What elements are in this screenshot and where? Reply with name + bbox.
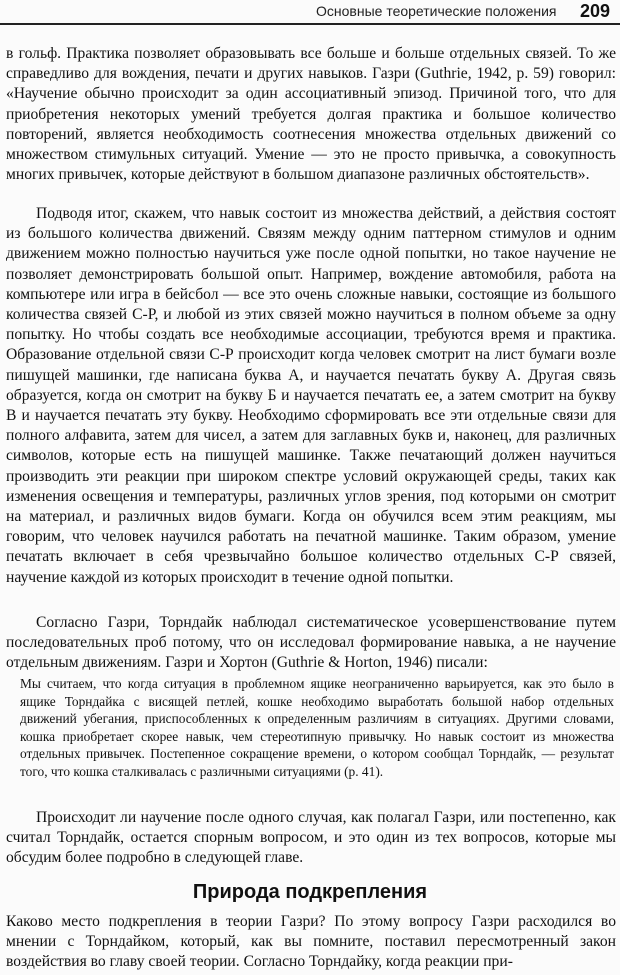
section-heading: Природа подкрепления	[192, 881, 428, 903]
paragraph-open-question: Происходит ли научение после одного случая, как полагал Газри, или постепенно, как считал Торндайк, остается спорным вопросом, и это один из тех вопросов, которые мы обсудим более подробно в следующей главе.	[6, 809, 616, 867]
running-header	[0, 0, 620, 28]
paragraph-skill-summary: Подводя итог, скажем, что навык состоит из множества действий, а действия состоят из большого количества движений. Связям между одним паттерном стимулов и одним движением можно полностью научиться уже после одной попытки, но такое научение не позволяет демонстрировать большой опыт. Например, вождение автомобиля, работа на компьютере или игра в бейсбол — все это очень сложные навыки, состоящие из большого количества связей С-Р, и любой из этих связей можно научиться в полном объеме за одну попытку. Но чтобы создать все необходимые ассоциации, требуются время и практика. Образование отдельной связи С-Р происходит когда человек смотрит на лист бумаги возле пишущей машинки, где написана буква А, и научается печатать букву А. Другая связь образуется, когда он смотрит на букву Б и научается печатать ее, а затем смотрит на букву В и научается печатать эту букву. Необходимо сформировать все эти отдельные связи для полного алфавита, затем для чисел, а затем для заглавных букв и, наконец, для различных символов, которые есть на пишущей машинке. Также печатающий должен научиться производить эти реакции при широком спектре условий окружающей среды, таких как изменения освещения и температуры, различных углов зрения, под которыми он смотрит на материал, и различных видов бумаги. Когда он обучился всем этим реакциям, мы говорим, что человек научился работать на печатной машинке. Таким образом, умение печатать включает в себя чрезвычайно большое количество отдельных С-Р связей, научение каждой из которых происходит в течение одной попытки.	[6, 205, 616, 586]
paragraph-reinforcement: Каково место подкрепления в теории Газри? По этому вопросу Газри расходился во мнении с Торндайком, который, как вы помните, поставил пересмотренный закон воздействия во главу своей теории. Согласно Торндайку, когда реакции при-	[6, 913, 616, 971]
page-number: 209	[580, 1, 611, 21]
block-quote: Мы считаем, что когда ситуация в проблемном ящике неограниченно варьируется, как это было в ящике Торндайка с висящей петлей, кошке необходимо выработать большой набор отдельных движений убегания, приспособленных к определенным различиям в ситуациях. Другими словами, кошка приобретает скорее навык, чем стереотипную привычку. Но навык состоит из множества отдельных привычек. Постепенное сокращение времени, о котором сообщал Торндайк, — результат того, что кошка сталкивалась с различными ситуациями (p. 41).	[20, 676, 614, 779]
paragraph-thorndike-observation: Согласно Газри, Торндайк наблюдал систематическое усовершенствование путем последовательных проб потому, что он исследовал формирование навыка, а не научение отдельным движениям. Газри и Хортон (Guthrie & Horton, 1946) писали:	[6, 614, 616, 672]
paragraph-golf-practice: в гольф. Практика позволяет образовывать все больше и больше отдельных связей. То же справедливо для вождения, печати и других навыков. Газри (Guthrie, 1942, p. 59) говорил: «Научение обычно происходит за один ассоциативный эпизод. Причиной того, что для приобретения некоторых умений требуется долгая практика и большое количество повторений, является необходимость соотнесения множества отдельных движений со множеством стимульных ситуаций. Умение — это не просто привычка, а совокупность многих привычек, которые действуют в большом диапазоне различных обстоятельств».	[6, 45, 616, 184]
header-rule	[0, 23, 620, 25]
running-title: Основные теоретические положения	[316, 3, 557, 19]
